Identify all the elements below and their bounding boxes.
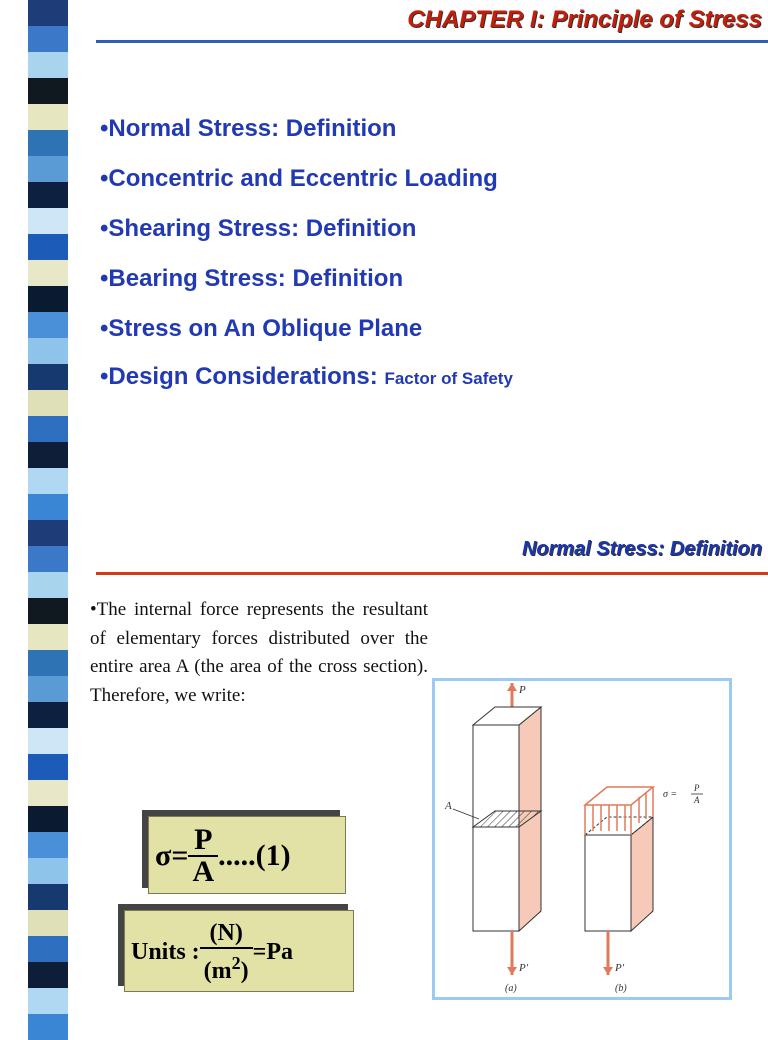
topic-list (100, 112, 513, 402)
bar-a (453, 683, 541, 975)
equals-sign: = (171, 839, 189, 872)
label-p-top: P (519, 684, 526, 696)
stress-formula-box (148, 816, 346, 894)
topic-item: •Concentric and Eccentric Loading (100, 165, 498, 192)
sigma-a: A (694, 795, 700, 805)
topic-item: •Design Considerations: Factor of Safety (100, 363, 513, 390)
label-p-prime-a: P' (519, 962, 529, 974)
slide-2 (0, 530, 768, 1024)
equals-sign: = (252, 939, 267, 965)
label-area-a: A (445, 800, 452, 812)
sigma-equals: σ = (663, 789, 678, 800)
topic-subtext: Factor of Safety (384, 369, 513, 388)
topic-item: •Normal Stress: Definition (100, 115, 397, 142)
units-numerator: (N) (200, 919, 253, 949)
topic-item: •Shearing Stress: Definition (100, 215, 417, 242)
title-rule (96, 572, 768, 575)
sigma-p: P (694, 783, 700, 793)
axial-load-figure (432, 678, 732, 1000)
topic-item: •Bearing Stress: Definition (100, 265, 404, 292)
caption-a: (a) (505, 983, 517, 994)
formula-numerator: P (188, 825, 218, 857)
sigma-symbol: σ (155, 839, 172, 872)
formula-denominator: A (192, 855, 215, 888)
units-label: Units : (131, 939, 200, 965)
slide-title: Normal Stress: Definition (521, 538, 762, 560)
slide-title: CHAPTER I: Principle of Stress (407, 6, 762, 33)
label-p-prime-b: P' (615, 962, 625, 974)
caption-b: (b) (615, 983, 627, 994)
topic-item: •Stress on An Oblique Plane (100, 315, 423, 342)
definition-paragraph: •The internal force represents the resultant of elementary forces distributed over the entire area A (the area of the cross section). Therefore, we write: (90, 599, 428, 706)
units-formula-box (124, 910, 354, 992)
equation-number: .....(1) (218, 839, 291, 872)
title-rule (96, 40, 768, 43)
bar-b (585, 787, 653, 975)
units-result: Pa (266, 939, 294, 965)
units-denominator: $(m^2)$ (203, 953, 249, 984)
